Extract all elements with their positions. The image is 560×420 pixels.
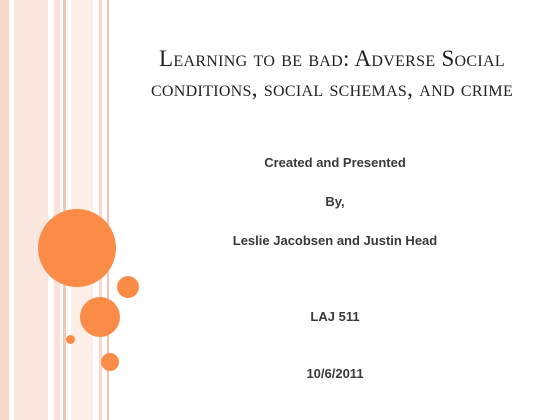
decorative-circle-large xyxy=(38,209,116,287)
decorative-band xyxy=(0,0,9,420)
by-line: By, xyxy=(325,194,345,209)
created-line: Created and Presented xyxy=(264,155,406,170)
date-line: 10/6/2011 xyxy=(306,366,364,381)
course-line: LAJ 511 xyxy=(310,309,360,324)
decorative-band xyxy=(54,0,60,420)
authors-line: Leslie Jacobsen and Justin Head xyxy=(232,233,438,248)
slide-title xyxy=(118,44,546,104)
decorative-circle-small xyxy=(101,353,119,371)
decorative-band xyxy=(14,0,48,420)
decorative-circle-medium xyxy=(80,297,120,337)
title-line-1: Learning to be bad: Adverse Social xyxy=(159,46,505,71)
title-line-2: conditions, social schemas, and crime xyxy=(150,76,514,101)
decorative-circle-small xyxy=(117,276,139,298)
decorative-circle-tiny xyxy=(66,335,75,344)
